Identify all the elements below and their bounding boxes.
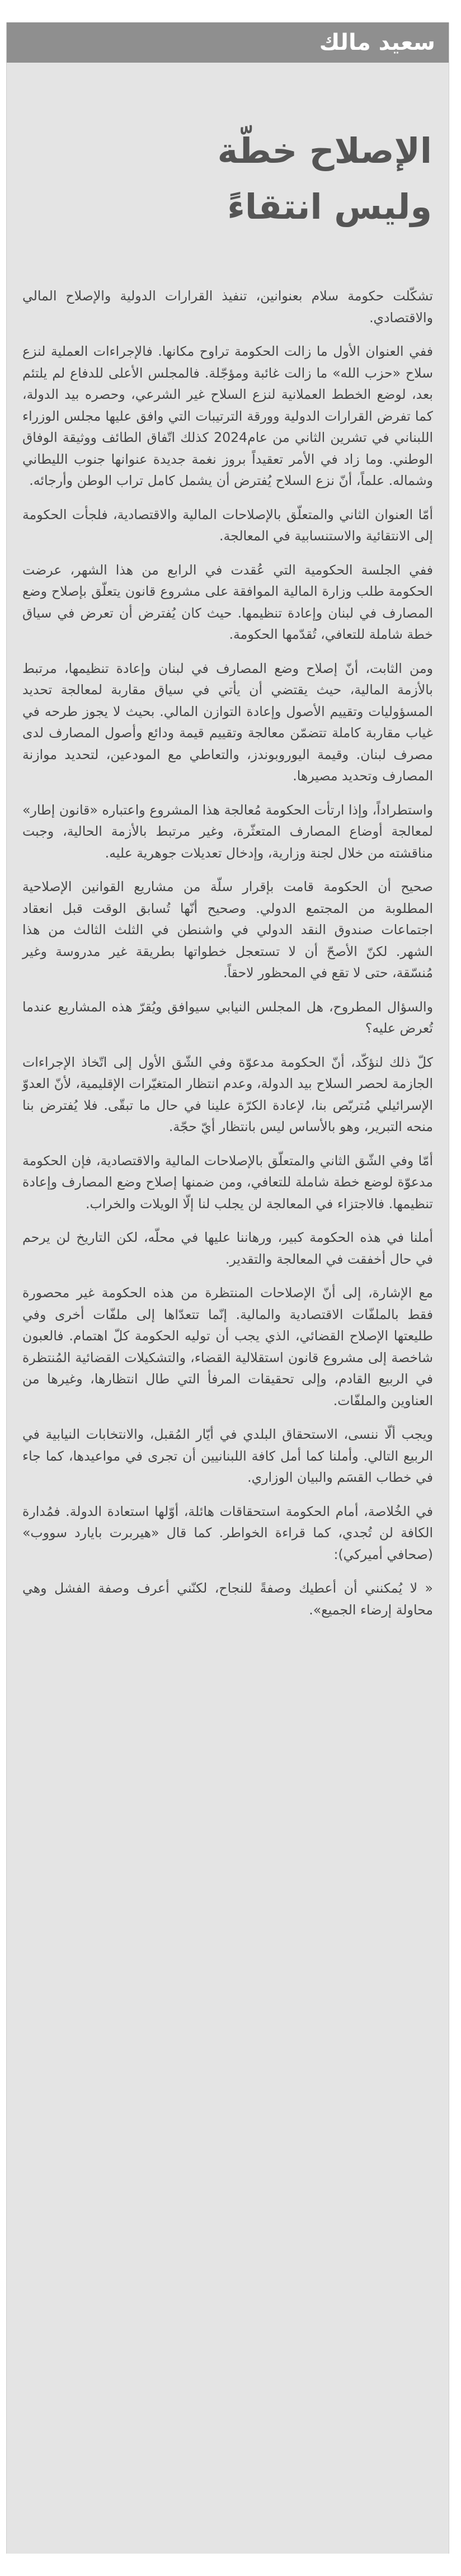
article-paragraph: ففي الجلسة الحكومية التي عُقدت في الرابع من هذا الشهر، عرضت الحكومة طلب وزارة المالية الموافقة على مشروع قانون يتعلّق بإصلاح وضع المصارف في لبنان وإعادة تنظيمها. حيث كان يُفترض أن تعرض في سياق خطة شاملة للتعافي، تُقدّمها الحكومة. — [22, 562, 433, 642]
article-paragraph: ومن الثابت، أنّ إصلاح وضع المصارف في لبنان وإعادة تنظيمها، مرتبط بالأزمة المالية، حيث يقتضي أن يأتي في سياق مقاربة لمعالجة تحديد المسؤوليات وتقييم الأصول وإعادة التوازن المالي. بحيث لا يجوز طرحه في غياب مقاربة كاملة تتضمّن معالجة وتقييم قيمة ودائع وأصول المصارف لدى مصرف لبنان. وقيمة اليوروبوندز، والتعاطي مع المودعين، لتحديد موازنة المصارف وتحديد مصيرها. — [22, 660, 433, 784]
article-paragraph: تشكّلت حكومة سلام بعنوانين، تنفيذ القرارات الدولية والإصلاح المالي والاقتصادي. — [22, 288, 433, 326]
article-column — [6, 22, 449, 2554]
article-paragraph: واستطراداً، وإذا ارتأت الحكومة مُعالجة هذا المشروع واعتباره «قانون إطار» لمعالجة أوضاع المصارف المتعثّرة، وغير مرتبط بالأزمة الحالية، وجبت مناقشته من خلال لجنة وزارية، وإدخال تعديلات جوهرية عليه. — [22, 802, 433, 861]
article-paragraph: والسؤال المطروح، هل المجلس النيابي سيوافق ويُقرّ هذه المشاريع عندما تُعرض عليه؟ — [22, 999, 433, 1036]
article-paragraph: أمّا العنوان الثاني والمتعلّق بالإصلاحات المالية والاقتصادية، فلجأت الحكومة إلى الانتقائية والاستنسابية في المعالجة. — [22, 506, 433, 544]
article-paragraph: مع الإشارة، إلى أنّ الإصلاحات المنتظرة من هذه الحكومة غير محصورة فقط بالملفّات الاقتصادية والمالية. إنّما تتعدّاها إلى ملفّات أخرى وفي طليعتها الإصلاح القضائي، الذي يجب أن توليه الحكومة كلّ اهتمام. فالعبون شاخصة إلى مشروع قانون استقلالية القضاء، والتشكيلات القضائية المُنتظرة في الربيع القادم، وإلى تحقيقات المرفأ التي طال انتظارها، وغيرها من العناوين والملفّات. — [22, 1285, 433, 1409]
article-paragraph: في الخُلاصة، أمام الحكومة استحقاقات هائلة، أوّلها استعادة الدولة. فمُدارة الكافة لن تُجدي، كما قراءة الخواطر. كما قال «هيربرت بايارد سووب» (صحافي أميركي): — [22, 1503, 433, 1562]
author-name: سعيد مالك — [319, 30, 435, 55]
article-headline — [29, 123, 432, 235]
article-paragraph: ففي العنوان الأول ما زالت الحكومة تراوح مكانها. فالإجراءات العملية لنزع سلاح «حزب الله» ما زالت غائبة ومؤجّلة. فالمجلس الأعلى للدفاع لم يلتئم بعد، لوضع الخطط العملانية لنزع السلاح غير الشرعي، وحصره بيد الدولة، كما تفرض القرارات الدولية وورقة الترتيبات التي وافق عليها مجلس الوزراء اللبناني في تشرين الثاني من عام2024 كذلك اتّفاق الطائف ووثيقة الوفاق الوطني. وما زاد في الأمر تعقيداً بروز نغمة جديدة عنوانها جنوب الليطاني وشماله. علماً، أنّ نزع السلاح يُفترض أن يشمل كامل تراب الوطن وأرجائه. — [22, 343, 433, 488]
article-quote: « لا يُمكنني أن أعطيك وصفةً للنجاح، لكنّني أعرف وصفة الفشل وهي محاولة إرضاء الجميع». — [22, 1580, 433, 1618]
article-paragraph: كلّ ذلك لنؤكّد، أنّ الحكومة مدعوّة وفي الشّق الأول إلى اتّخاذ الإجراءات الجازمة لحصر السلاح بيد الدولة، وعدم انتظار المتغيّرات الإقليمية، لأنّ العدوّ الإسرائيلي مُتربّص بنا، لإعادة الكرّة علينا في حال ما تبقّى. فلا يُفترض بنا منحه التبرير، وهو بالأساس ليس بانتظار أيّ حجّة. — [22, 1054, 433, 1134]
article-body — [22, 285, 433, 1633]
author-bar — [7, 22, 449, 63]
article-paragraph: أمّا وفي الشّق الثاني والمتعلّق بالإصلاحات المالية والاقتصادية، فإن الحكومة مدعوّة لوضع خطة شاملة للتعافي، ومن ضمنها إصلاح وضع المصارف وإعادة تنظيمها. فالاجتزاء في المعالجة لن يجلب لنا إلّا الويلات والخراب. — [22, 1152, 433, 1212]
article-paragraph: أملنا في هذه الحكومة كبير، ورهاننا عليها في محلّه، لكن التاريخ لن يرحم في حال أخفقت في المعالجة والتقدير. — [22, 1230, 433, 1267]
headline-line-2: وليس انتقاءً — [227, 186, 432, 227]
article-paragraph: صحيح أن الحكومة قامت بإقرار سلّة من مشاريع القوانين الإصلاحية المطلوبة من المجتمع الدولي. وصحيح أنّها تُسابق الوقت قبل انعقاد اجتماعات صندوق النقد الدولي في واشنطن في الثلث الثالث من هذا الشهر. لكنّ الأصحّ أن لا تستعجل خطواتها بطريقة غير مدروسة وغير مُنسّقة، حتى لا تقع في المحظور لاحقاً. — [22, 879, 433, 981]
headline-line-1: الإصلاح خطّة — [217, 130, 432, 171]
article-paragraph: ويجب ألّا ننسى، الاستحقاق البلدي في أيّار المُقبل، والانتخابات النيابية في الربيع التالي. وأملنا كما أمل كافة اللبنانيين أن تجرى في مواعيدها، كما جاء في خطاب القسَم والبيان الوزاري. — [22, 1426, 433, 1485]
